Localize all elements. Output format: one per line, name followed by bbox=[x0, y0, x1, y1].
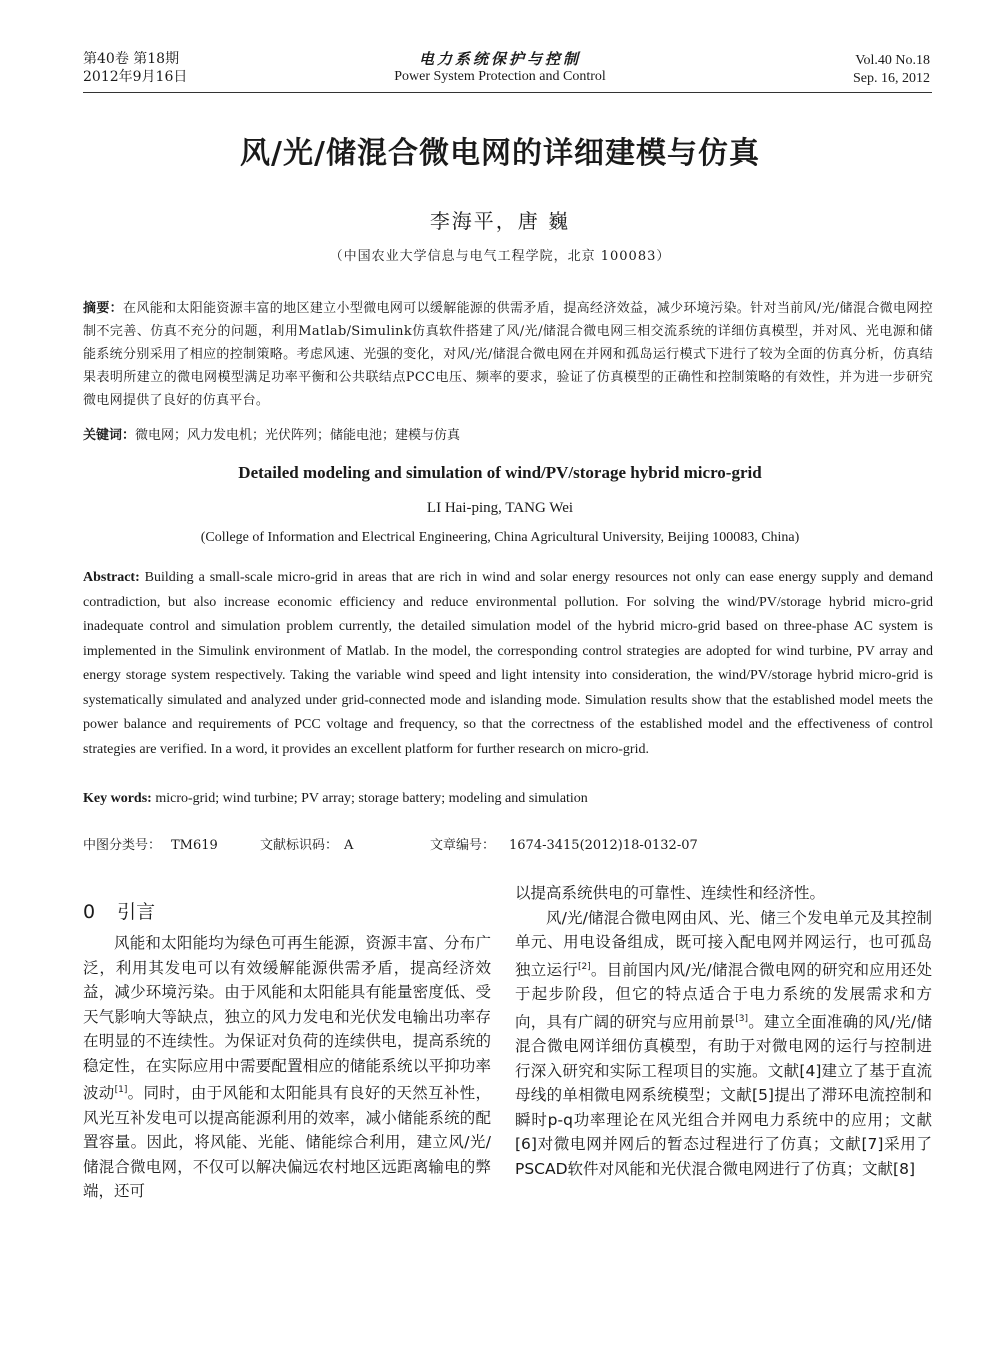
body-column-left bbox=[83, 931, 491, 1204]
volume-issue: 第40卷 第18期 bbox=[83, 51, 180, 67]
clc-number bbox=[83, 837, 218, 855]
citation: [3] bbox=[735, 1013, 749, 1024]
citation: [2] bbox=[577, 961, 591, 972]
paragraph-continued: 以提高系统供电的可靠性、连续性和经济性。 bbox=[515, 884, 826, 902]
journal-name bbox=[300, 50, 700, 86]
section-heading bbox=[83, 897, 155, 924]
article-number bbox=[430, 837, 698, 855]
keywords-label-cn: 关键词： bbox=[83, 428, 136, 443]
abstract-label-cn: 摘要： bbox=[83, 301, 124, 316]
journal-name-en: Power System Protection and Control bbox=[394, 69, 606, 84]
paragraph-text: 。目前国内风/光/储混合微电网的研究和应用还处于起步阶段，但它的特点适合于电力系统的发展需求和方向，具有广阔的研究与应用前景 bbox=[515, 960, 932, 1031]
keywords-text-en: micro-grid; wind turbine; PV array; storage battery; modeling and simulation bbox=[155, 791, 588, 806]
keywords-cn bbox=[83, 425, 933, 447]
authors-cn: 李海平，唐 巍 bbox=[429, 209, 571, 233]
authors-en: LI Hai-ping, TANG Wei bbox=[426, 500, 574, 516]
section-number: 0 bbox=[83, 901, 96, 923]
header-divider bbox=[83, 92, 932, 93]
clc-label: 中图分类号： bbox=[83, 838, 162, 853]
issue-date-en: Sep. 16, 2012 bbox=[853, 71, 930, 86]
abstract-text-cn: 在风能和太阳能资源丰富的地区建立小型微电网可以缓解能源的供需矛盾，提高经济效益，减少环境污染。针对当前风/光/储混合微电网控制不完善、仿真不充分的问题，利用Matlab/Simulink仿真软件搭建了风/光/储混合微电网三相交流系统的详细仿真模型，并对风、光电源和储能系统分别采用了相应的控制策略。考虑风速、光强的变化，对风/光/储混合微电网在并网和孤岛运行模式下进行了较为全面的仿真分析，仿真结果表明所建立的微电网模型满足功率平衡和公共联结点PCC电压、频率的要求，验证了仿真模型的正确性和控制策略的有效性，并为进一步研究微电网提供了良好的仿真平台。 bbox=[83, 301, 933, 408]
article-number-value: 1674-3415(2012)18-0132-07 bbox=[509, 838, 698, 853]
abstract-en bbox=[83, 566, 933, 762]
article-number-label: 文章编号： bbox=[430, 838, 496, 853]
issue-info bbox=[83, 50, 187, 86]
abstract-label-en: Abstract: bbox=[83, 570, 140, 585]
issue-date: 2012年9月16日 bbox=[83, 69, 188, 85]
affiliation-cn: （中国农业大学信息与电气工程学院，北京 100083） bbox=[329, 249, 671, 264]
document-code bbox=[260, 837, 353, 855]
abstract-text-en: Building a small-scale micro-grid in areas that are rich in wind and solar energy resources not only can ease energy supply and demand contradiction, but also increase economic efficiency and reduce environmental pollution. For solving the wind/PV/storage hybrid micro-grid inadequate control and simulation problem currently, the detailed simulation model of the hybrid micro-grid based on three-phase AC system is implemented in the Simulink environment of Matlab. In the model, the corresponding control strategies are adopted for wind turbine, PV array and energy storage system respectively. Taking the variable wind speed and light intensity into consideration, the wind/PV/storage hybrid micro-grid is systematically simulated and analyzed under grid-connected mode and islanding mode. Simulation results show that the established model meets the power balance and requirements of PCC voltage and frequency, so that the correctness of the established model and the effectiveness of control strategies are verified. In a word, it provides an excellent platform for further research on micro-grid. bbox=[83, 570, 934, 757]
paragraph-text: 风/光/储混合微电网由风、光、储三个发电单元及其控制单元、用电设备组成，既可接入配电网并网运行，也可孤岛独立运行 bbox=[515, 908, 932, 979]
affiliation-en: (College of Information and Electrical Engineering, China Agricultural University, Beijing 100083, China) bbox=[200, 530, 800, 545]
document-code-value: A bbox=[344, 838, 354, 853]
body-column-right bbox=[515, 881, 932, 1181]
citation: [1] bbox=[114, 1085, 128, 1095]
keywords-text-cn: 微电网；风力发电机；光伏阵列；储能电池；建模与仿真 bbox=[135, 428, 461, 443]
paragraph-text: 。建立全面准确的风/光/储混合微电网详细仿真模型，有助于对微电网的运行与控制进行深入研究和实际工程项目的实施。文献[4]建立了基于直流母线的单相微电网系统模型；文献[5]提出了滞环电流控制和瞬时p-q功率理论在风光组合并网电力系统中的应用；文献[6]对微电网并网后的暂态过程进行了仿真；文献[7]采用了PSCAD软件对风能和光伏混合微电网进行了仿真；文献[8] bbox=[515, 1012, 932, 1178]
keywords-en bbox=[83, 788, 933, 810]
paragraph bbox=[83, 931, 491, 1204]
journal-name-cn: 电力系统保护与控制 bbox=[418, 50, 581, 68]
paragraph-text: 风能和太阳能均为绿色可再生能源，资源丰富、分布广泛，利用其发电可以有效缓解能源供需矛盾，提高经济效益，减少环境污染。由于风能和太阳能具有能量密度低、受天气影响大等缺点，独立的风力发电和光伏发电输出功率存在明显的不连续性。为保证对负荷的连续供电，提高系统的稳定性，在实际应用中需要配置相应的储能系统以平抑功率波动 bbox=[83, 934, 491, 1103]
paragraph-text: 。同时，由于风能和太阳能具有良好的天然互补性，风光互补发电可以提高能源利用的效率，减小储能系统的配置容量。因此，将风能、光能、储能综合利用，建立风/光/储混合微电网，不仅可以解决偏远农村地区远距离输电的弊端，还可 bbox=[83, 1084, 491, 1201]
section-title: 引言 bbox=[117, 901, 156, 923]
document-code-label: 文献标识码： bbox=[260, 838, 339, 853]
keywords-label-en: Key words: bbox=[83, 791, 152, 806]
paper-title-cn: 风/光/储混合微电网的详细建模与仿真 bbox=[240, 136, 760, 171]
issue-info-en bbox=[853, 52, 930, 88]
volume-issue-en: Vol.40 No.18 bbox=[855, 53, 930, 68]
paper-title-en: Detailed modeling and simulation of wind/PV/storage hybrid micro-grid bbox=[238, 463, 762, 482]
paragraph bbox=[515, 906, 932, 1182]
clc-value: TM619 bbox=[171, 838, 218, 853]
abstract-cn bbox=[83, 297, 933, 412]
